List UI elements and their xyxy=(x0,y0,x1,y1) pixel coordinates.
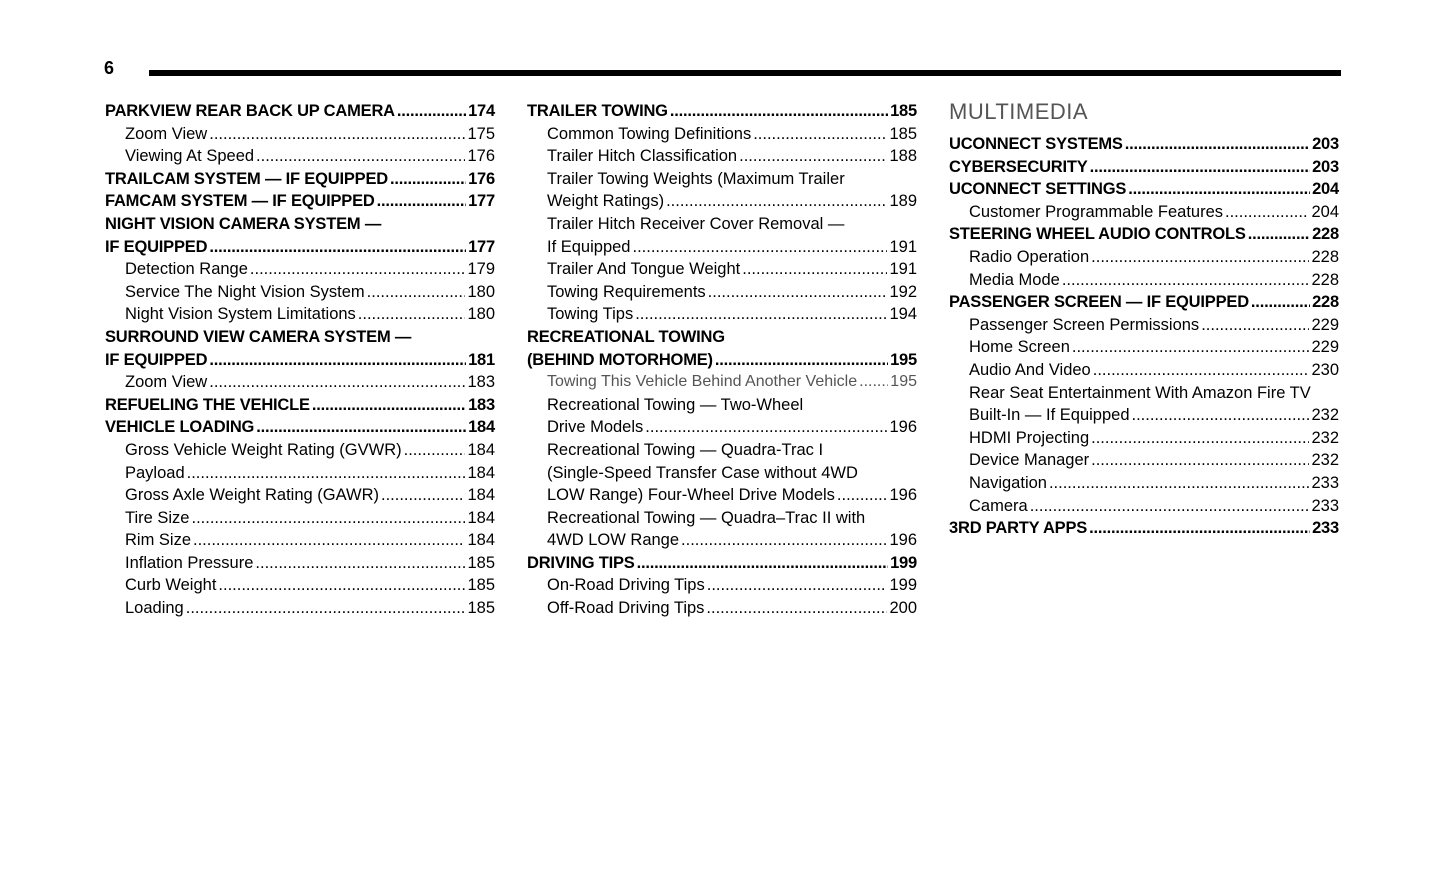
dot-leader xyxy=(404,439,466,462)
dot-leader xyxy=(390,168,466,191)
header-rule xyxy=(149,70,1341,76)
toc-entry-label: STEERING WHEEL AUDIO CONTROLS xyxy=(949,225,1246,244)
dot-leader xyxy=(193,529,465,552)
toc-page-number: 185 xyxy=(889,124,917,143)
dot-leader xyxy=(681,529,887,552)
toc-subentry[interactable] xyxy=(527,597,917,620)
toc-entry-label: Trailer And Tongue Weight xyxy=(547,260,741,279)
dot-leader xyxy=(1201,314,1309,337)
toc-entry-label: Towing This Vehicle Behind Another Vehicle xyxy=(547,373,858,391)
dot-leader xyxy=(256,145,465,168)
page-number: 6 xyxy=(104,58,115,78)
toc-page-number: 196 xyxy=(889,531,917,550)
toc-entry-label: Off-Road Driving Tips xyxy=(547,599,705,618)
toc-section-entry[interactable] xyxy=(105,416,495,439)
toc-entry-label: (BEHIND MOTORHOME) xyxy=(527,350,713,369)
toc-entry-row xyxy=(949,156,1339,179)
dot-leader xyxy=(1091,449,1309,472)
toc-entry-line: RECREATIONAL TOWING xyxy=(527,327,725,346)
dot-leader xyxy=(859,371,888,394)
toc-entry-label: PASSENGER SCREEN — IF EQUIPPED xyxy=(949,293,1249,312)
toc-entry-row xyxy=(125,529,495,552)
toc-entry-label: Weight Ratings) xyxy=(547,192,665,211)
toc-entry-row xyxy=(105,236,495,259)
toc-subentry[interactable] xyxy=(527,145,917,168)
dot-leader xyxy=(1248,223,1310,246)
toc-subentry[interactable] xyxy=(105,597,495,620)
toc-entry-label: Media Mode xyxy=(969,270,1060,289)
toc-entry-label: CYBERSECURITY xyxy=(949,157,1088,176)
toc-subentry[interactable] xyxy=(949,382,1339,427)
toc-page-number: 204 xyxy=(1311,202,1339,221)
dot-leader xyxy=(1072,336,1310,359)
toc-entry-row xyxy=(125,258,495,281)
toc-entry-row xyxy=(527,100,917,123)
dot-leader xyxy=(186,597,466,620)
toc-subentry[interactable] xyxy=(105,371,495,394)
toc-entry-row xyxy=(105,416,495,439)
toc-entry-label: DRIVING TIPS xyxy=(527,553,635,572)
dot-leader xyxy=(706,597,887,620)
toc-entry-label: HDMI Projecting xyxy=(969,428,1090,447)
dot-leader xyxy=(256,416,466,439)
toc-entry-label: FAMCAM SYSTEM — IF EQUIPPED xyxy=(105,192,375,211)
toc-entry-label: 3RD PARTY APPS xyxy=(949,519,1088,538)
toc-entry-label: Rim Size xyxy=(125,531,192,550)
toc-entry-label: Camera xyxy=(969,496,1028,515)
toc-subentry[interactable] xyxy=(527,439,917,507)
toc-entry-label: TRAILER TOWING xyxy=(527,102,668,120)
toc-entry-label: Drive Models xyxy=(547,418,644,437)
toc-page-number: 189 xyxy=(889,192,917,211)
toc-entry-row xyxy=(969,449,1339,472)
toc-entry-label: Towing Requirements xyxy=(547,282,706,301)
toc-section-entry[interactable] xyxy=(105,394,495,417)
toc-entry-line: Recreational Towing — Quadra-Trac I xyxy=(547,440,824,459)
toc-entry-row xyxy=(969,314,1339,337)
toc-entry-row xyxy=(125,597,495,620)
toc-page-number: 177 xyxy=(468,237,495,256)
toc-entry-label: VEHICLE LOADING xyxy=(105,418,255,437)
toc-entry-row xyxy=(547,371,917,394)
toc-page-number: 184 xyxy=(467,508,495,527)
toc-subentry[interactable] xyxy=(949,201,1339,224)
toc-entry-line: Trailer Hitch Receiver Cover Removal — xyxy=(547,214,845,233)
toc-column-2 xyxy=(527,100,917,620)
toc-entry-row xyxy=(125,123,495,146)
toc-entry-row xyxy=(527,552,917,575)
toc-entry-row xyxy=(547,281,917,304)
toc-entry-label: Night Vision System Limitations xyxy=(125,305,356,324)
toc-entry-label: On-Road Driving Tips xyxy=(547,576,705,595)
toc-entry-row xyxy=(969,269,1339,292)
toc-page-number: 184 xyxy=(467,486,495,505)
toc-page-number: 228 xyxy=(1312,225,1339,244)
toc-subentry[interactable] xyxy=(527,213,917,258)
toc-subentry[interactable] xyxy=(949,336,1339,359)
toc-section-entry[interactable] xyxy=(949,133,1339,156)
toc-entry-label: Detection Range xyxy=(125,260,248,279)
toc-subentry[interactable] xyxy=(105,484,495,507)
toc-page-number: 199 xyxy=(890,553,917,572)
toc-page-number: 204 xyxy=(1312,180,1339,199)
dot-leader xyxy=(715,349,888,372)
toc-entry-row xyxy=(547,145,917,168)
toc-subentry[interactable] xyxy=(105,258,495,281)
dot-leader xyxy=(1049,472,1310,495)
dot-leader xyxy=(209,349,466,372)
toc-page-number: 196 xyxy=(889,418,917,437)
toc-entry-row xyxy=(125,371,495,394)
toc-section-entry[interactable] xyxy=(949,223,1339,246)
toc-list-multimedia xyxy=(949,133,1339,540)
dot-leader xyxy=(377,190,466,213)
toc-section-entry[interactable] xyxy=(527,552,917,575)
toc-entry-label: Gross Vehicle Weight Rating (GVWR) xyxy=(125,440,402,459)
toc-entry-row xyxy=(969,359,1339,382)
toc-subentry[interactable] xyxy=(105,123,495,146)
toc-page-number: 195 xyxy=(890,350,917,369)
dot-leader xyxy=(670,100,888,123)
toc-page-number: 203 xyxy=(1312,157,1339,176)
toc-entry-label: Common Towing Definitions xyxy=(547,124,752,143)
toc-page-number: 191 xyxy=(889,237,917,256)
toc-entry-label: Home Screen xyxy=(969,338,1070,357)
toc-subentry[interactable] xyxy=(949,269,1339,292)
toc-entry-line: NIGHT VISION CAMERA SYSTEM — xyxy=(105,214,382,233)
toc-entry-row xyxy=(547,303,917,326)
dot-leader xyxy=(192,507,466,530)
dot-leader xyxy=(1125,133,1310,156)
toc-section-entry[interactable] xyxy=(105,190,495,213)
toc-page-number: 232 xyxy=(1311,451,1339,470)
toc-subentry[interactable] xyxy=(527,507,917,552)
toc-entry-label: Built-In — If Equipped xyxy=(969,406,1130,425)
toc-entry-label: Towing Tips xyxy=(547,305,634,324)
toc-page-number: 177 xyxy=(468,192,495,211)
toc-page-number: 196 xyxy=(889,486,917,505)
dot-leader xyxy=(753,123,887,146)
dot-leader xyxy=(255,552,465,575)
toc-page-number: 184 xyxy=(467,463,495,482)
toc-entry-row xyxy=(125,281,495,304)
toc-subentry[interactable] xyxy=(527,371,917,394)
toc-entry-label: Loading xyxy=(125,599,184,618)
toc-subentry[interactable] xyxy=(105,439,495,462)
toc-entry-row xyxy=(547,416,917,439)
toc-entry-row xyxy=(125,462,495,485)
toc-column-3 xyxy=(949,100,1339,540)
toc-page-number: 185 xyxy=(467,599,495,618)
toc-page-number: 191 xyxy=(889,260,917,279)
toc-page-number: 185 xyxy=(890,102,917,120)
toc-entry-label: Radio Operation xyxy=(969,247,1090,266)
toc-entry-row xyxy=(969,336,1339,359)
dot-leader xyxy=(632,236,887,259)
toc-column-1 xyxy=(105,100,495,620)
dot-leader xyxy=(635,303,887,326)
toc-entry-line: Recreational Towing — Two-Wheel xyxy=(547,395,804,414)
toc-page-number: 228 xyxy=(1312,293,1339,312)
toc-page-number: 232 xyxy=(1311,406,1339,425)
dot-leader xyxy=(837,484,888,507)
dot-leader xyxy=(218,574,465,597)
toc-entry-label: Zoom View xyxy=(125,124,208,143)
toc-section-entry[interactable] xyxy=(949,156,1339,179)
dot-leader xyxy=(708,281,888,304)
toc-subentry[interactable] xyxy=(527,394,917,439)
toc-subentry[interactable] xyxy=(105,574,495,597)
toc-subentry[interactable] xyxy=(105,303,495,326)
toc-subentry[interactable] xyxy=(949,495,1339,518)
toc-page-number: 175 xyxy=(467,124,495,143)
toc-entry-row xyxy=(547,258,917,281)
dot-leader xyxy=(1093,359,1310,382)
dot-leader xyxy=(1062,269,1310,292)
toc-page-number: 184 xyxy=(468,418,495,437)
toc-entry-line: Trailer Towing Weights (Maximum Trailer xyxy=(547,169,845,188)
toc-page-number: 200 xyxy=(889,599,917,618)
toc-page-number: 195 xyxy=(890,373,917,391)
toc-entry-row xyxy=(547,484,917,507)
toc-subentry[interactable] xyxy=(105,552,495,575)
toc-subentry[interactable] xyxy=(527,168,917,213)
dot-leader xyxy=(1030,495,1310,518)
toc-subentry[interactable] xyxy=(527,574,917,597)
toc-entry-row xyxy=(969,246,1339,269)
toc-entry-row xyxy=(125,303,495,326)
toc-entry-row xyxy=(125,484,495,507)
toc-subentry[interactable] xyxy=(949,472,1339,495)
toc-page-number: 199 xyxy=(889,576,917,595)
dot-leader xyxy=(1225,201,1309,224)
toc-page-number: 232 xyxy=(1311,428,1339,447)
toc-entry-label: Zoom View xyxy=(125,373,208,392)
toc-entry-label: PARKVIEW REAR BACK UP CAMERA xyxy=(105,102,395,120)
toc-entry-label: Device Manager xyxy=(969,451,1090,470)
toc-entry-label: IF EQUIPPED xyxy=(105,350,208,369)
toc-subentry[interactable] xyxy=(949,246,1339,269)
toc-section-entry[interactable] xyxy=(105,168,495,191)
dot-leader xyxy=(637,552,888,575)
toc-entry-row xyxy=(125,574,495,597)
toc-section-entry[interactable] xyxy=(949,178,1339,201)
toc-entry-label: UCONNECT SETTINGS xyxy=(949,180,1127,199)
toc-entry-row xyxy=(969,201,1339,224)
toc-entry-row xyxy=(125,439,495,462)
toc-page-number: 185 xyxy=(467,576,495,595)
toc-entry-line: Recreational Towing — Quadra–Trac II with xyxy=(547,508,866,527)
toc-subentry[interactable] xyxy=(527,281,917,304)
toc-subentry[interactable] xyxy=(949,449,1339,472)
toc-page-number: 233 xyxy=(1311,496,1339,515)
toc-entry-row xyxy=(125,552,495,575)
toc-subentry[interactable] xyxy=(105,529,495,552)
toc-page-number: 184 xyxy=(467,531,495,550)
dot-leader xyxy=(742,258,887,281)
toc-entry-line: Rear Seat Entertainment With Amazon Fire TV xyxy=(969,383,1311,402)
dot-leader xyxy=(1090,156,1310,179)
toc-page-number: 176 xyxy=(468,169,495,188)
dot-leader xyxy=(707,574,888,597)
toc-entry-row xyxy=(105,100,495,123)
toc-page-number: 192 xyxy=(889,282,917,301)
toc-entry-line: SURROUND VIEW CAMERA SYSTEM — xyxy=(105,327,412,346)
dot-leader xyxy=(397,100,466,123)
toc-entry-row xyxy=(105,168,495,191)
toc-entry-label: Inflation Pressure xyxy=(125,553,254,572)
toc-page-number: 181 xyxy=(468,350,495,369)
dot-leader xyxy=(250,258,466,281)
toc-entry-label: LOW Range) Four-Wheel Drive Models xyxy=(547,486,835,505)
toc-page-number: 229 xyxy=(1311,315,1339,334)
toc-entry-row xyxy=(125,145,495,168)
dot-leader xyxy=(358,303,466,326)
toc-entry-label: REFUELING THE VEHICLE xyxy=(105,395,310,414)
dot-leader xyxy=(666,190,887,213)
toc-entry-row xyxy=(547,597,917,620)
dot-leader xyxy=(1091,246,1309,269)
toc-section-entry[interactable] xyxy=(105,100,495,123)
toc-page-number: 174 xyxy=(468,102,495,120)
toc-section-entry[interactable] xyxy=(105,326,495,371)
toc-page-number: 184 xyxy=(467,440,495,459)
toc-subentry[interactable] xyxy=(949,314,1339,337)
toc-subentry[interactable] xyxy=(105,507,495,530)
toc-entry-label: IF EQUIPPED xyxy=(105,237,208,256)
toc-entry-label: Service The Night Vision System xyxy=(125,282,365,301)
toc-subentry[interactable] xyxy=(949,427,1339,450)
section-title-multimedia: MULTIMEDIA xyxy=(949,99,1089,124)
toc-entry-row xyxy=(949,223,1339,246)
toc-section-entry[interactable] xyxy=(105,213,495,258)
toc-page-number: 230 xyxy=(1311,360,1339,379)
toc-page-number: 229 xyxy=(1311,338,1339,357)
toc-entry-row xyxy=(969,472,1339,495)
dot-leader xyxy=(739,145,887,168)
toc-page-number: 233 xyxy=(1312,519,1339,538)
dot-leader xyxy=(209,123,465,146)
toc-entry-label: Passenger Screen Permissions xyxy=(969,315,1200,334)
toc-entry-label: 4WD LOW Range xyxy=(547,531,680,550)
toc-entry-row xyxy=(105,394,495,417)
toc-entry-row xyxy=(527,349,917,372)
toc-section-entry[interactable] xyxy=(949,517,1339,540)
toc-entry-line: (Single-Speed Transfer Case without 4WD xyxy=(547,463,858,482)
toc-subentry[interactable] xyxy=(527,258,917,281)
toc-entry-row xyxy=(949,291,1339,314)
toc-subentry[interactable] xyxy=(105,281,495,304)
dot-leader xyxy=(1251,291,1310,314)
toc-entry-row xyxy=(949,133,1339,156)
toc-entry-row xyxy=(547,574,917,597)
toc-entry-row xyxy=(969,427,1339,450)
toc-page-number: 194 xyxy=(889,305,917,324)
dot-leader xyxy=(209,371,465,394)
dot-leader xyxy=(209,236,466,259)
dot-leader xyxy=(312,394,466,417)
toc-entry-label: Gross Axle Weight Rating (GAWR) xyxy=(125,486,379,505)
toc-entry-label: UCONNECT SYSTEMS xyxy=(949,135,1123,153)
toc-entry-row xyxy=(547,236,917,259)
toc-section-entry[interactable] xyxy=(527,326,917,371)
toc-page-number: 188 xyxy=(889,147,917,166)
toc-entry-label: Tire Size xyxy=(125,508,190,527)
toc-page-number: 228 xyxy=(1311,270,1339,289)
toc-subentry[interactable] xyxy=(949,359,1339,382)
toc-subentry[interactable] xyxy=(105,145,495,168)
toc-entry-label: Curb Weight xyxy=(125,576,217,595)
dot-leader xyxy=(645,416,887,439)
toc-entry-row xyxy=(969,495,1339,518)
toc-page-number: 233 xyxy=(1311,473,1339,492)
dot-leader xyxy=(381,484,465,507)
toc-page-number: 228 xyxy=(1311,247,1339,266)
dot-leader xyxy=(1091,427,1309,450)
toc-page-number: 180 xyxy=(467,305,495,324)
dot-leader xyxy=(187,462,466,485)
toc-section-entry[interactable] xyxy=(527,100,917,123)
toc-page-number: 203 xyxy=(1312,135,1339,153)
toc-page-number: 176 xyxy=(467,147,495,166)
toc-entry-row xyxy=(105,349,495,372)
toc-page-number: 185 xyxy=(467,553,495,572)
toc-entry-label: Navigation xyxy=(969,473,1047,492)
toc-entry-row xyxy=(547,123,917,146)
toc-entry-row xyxy=(125,507,495,530)
dot-leader xyxy=(1132,404,1310,427)
toc-subentry[interactable] xyxy=(527,123,917,146)
toc-subentry[interactable] xyxy=(105,462,495,485)
toc-entry-label: If Equipped xyxy=(547,237,631,256)
toc-entry-row xyxy=(547,190,917,213)
toc-entry-label: Viewing At Speed xyxy=(125,147,255,166)
toc-entry-label: Audio And Video xyxy=(969,360,1091,379)
toc-entry-row xyxy=(547,529,917,552)
dot-leader xyxy=(367,281,466,304)
toc-page-number: 183 xyxy=(468,395,495,414)
toc-entry-label: TRAILCAM SYSTEM — IF EQUIPPED xyxy=(105,169,388,188)
toc-section-entry[interactable] xyxy=(949,291,1339,314)
toc-page-number: 183 xyxy=(467,373,495,392)
toc-subentry[interactable] xyxy=(527,303,917,326)
toc-entry-label: Payload xyxy=(125,463,185,482)
toc-page-number: 180 xyxy=(467,282,495,301)
toc-page-number: 179 xyxy=(467,260,495,279)
toc-entry-row xyxy=(949,517,1339,540)
dot-leader xyxy=(1089,517,1310,540)
toc-entry-label: Trailer Hitch Classification xyxy=(547,147,738,166)
toc-entry-label: Customer Programmable Features xyxy=(969,202,1224,221)
dot-leader xyxy=(1128,178,1310,201)
toc-entry-row xyxy=(969,404,1339,427)
toc-entry-row xyxy=(105,190,495,213)
toc-entry-row xyxy=(949,178,1339,201)
